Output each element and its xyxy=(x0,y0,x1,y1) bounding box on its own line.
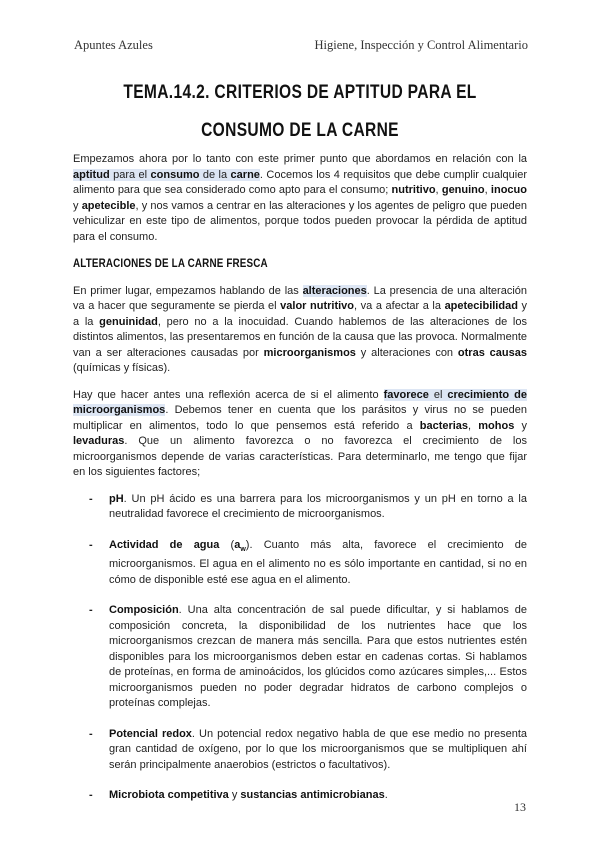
header-left: Apuntes Azules xyxy=(74,38,153,52)
list-item-potencial-redox: - Potencial redox. Un potencial redox negativo habla de que ese medio no presenta gran cantidad de oxígeno, por lo que los microorganismos que se multipliquen ahí serán principalmente anaerobios (estrictos o facultativos). xyxy=(73,727,527,774)
header-right: Higiene, Inspección y Control Alimentario xyxy=(314,38,528,52)
page-number: 13 xyxy=(514,800,526,814)
list-item-composicion: - Composición. Una alta concentración de sal puede dificultar, y si hablamos de composición concreta, la disponibilidad de los nutrientes hace que los microorganismos crezcan de manera más sencilla. Para que estos nutrientes estén disponibles para los microorganismos deben estar en cadenas cortas. Si hablamos de proteínas, en forma de aminoácidos, los glúcidos como azúcares simples,... Estos microorganismos pueden no poder degradar hidratos de carbono complejos o proteínas complejas. xyxy=(73,603,527,712)
body-content xyxy=(73,152,527,819)
list-item-microbiota: - Microbiota competitiva y sustancias antimicrobianas. xyxy=(73,788,527,804)
factors-list xyxy=(73,492,527,804)
page-title: TEMA.14.2. CRITERIOS DE APTITUD PARA EL CONSUMO DE LA CARNE xyxy=(123,82,477,141)
list-item-ph: - pH. Un pH ácido es una barrera para los microorganismos y un pH en torno a la neutralidad favorece el crecimiento de microorganismos. xyxy=(73,492,527,523)
paragraph-intro: Empezamos ahora por lo tanto con este primer punto que abordamos en relación con la aptitud para el consumo de la carne. Cocemos los 4 requisitos que debe cumplir cualquier alimento para que sea considerado como apto para el consumo; nutritivo, genuino, inocuo y apetecible, y nos vamos a centrar en las alteraciones y los agentes de peligro que pueden vehiculizar en este tipo de alimentos, porque todos pueden provocar la pérdida de aptitud para el consumo. xyxy=(73,153,528,243)
list-item-actividad-agua: - Actividad de agua $(a_w)$. Cuanto más alta, favorece el crecimiento de microorganismos. El agua en el alimento no es sólo importante en cantidad, si no en cómo de disponible esté ese agua en el alimento. xyxy=(73,538,527,589)
page-header xyxy=(74,38,528,53)
paragraph-alteraciones: En primer lugar, empezamos hablando de las alteraciones. La presencia de una alteración va a hacer que seguramente se pierda el valor nutritivo, va a afectar a la apetecibilidad y a la genuinidad, pero no a la inocuidad. Cuando hablemos de las alteraciones de los distintos alimentos, las presentaremos en función de la causa que las provoca. Normalmente van a ser alteraciones causadas por microorganismos y alteraciones con otras causas (químicas y físicas). xyxy=(73,284,527,374)
paragraph-crecimiento: Hay que hacer antes una reflexión acerca de si el alimento favorece el crecimiento de microorganismos. Debemos tener en cuenta que los parásitos y virus no se pueden multiplicar en alimentos, todo lo que pensemos está referido a bacterias, mohos y levaduras. Que un alimento favorezca o no favorezca el crecimiento de los microorganismos depende de varias características. Para determinarlo, me tengo que fijar en los siguientes factores; xyxy=(73,388,527,478)
section-heading: ALTERACIONES DE LA CARNE FRESCA xyxy=(73,256,268,270)
